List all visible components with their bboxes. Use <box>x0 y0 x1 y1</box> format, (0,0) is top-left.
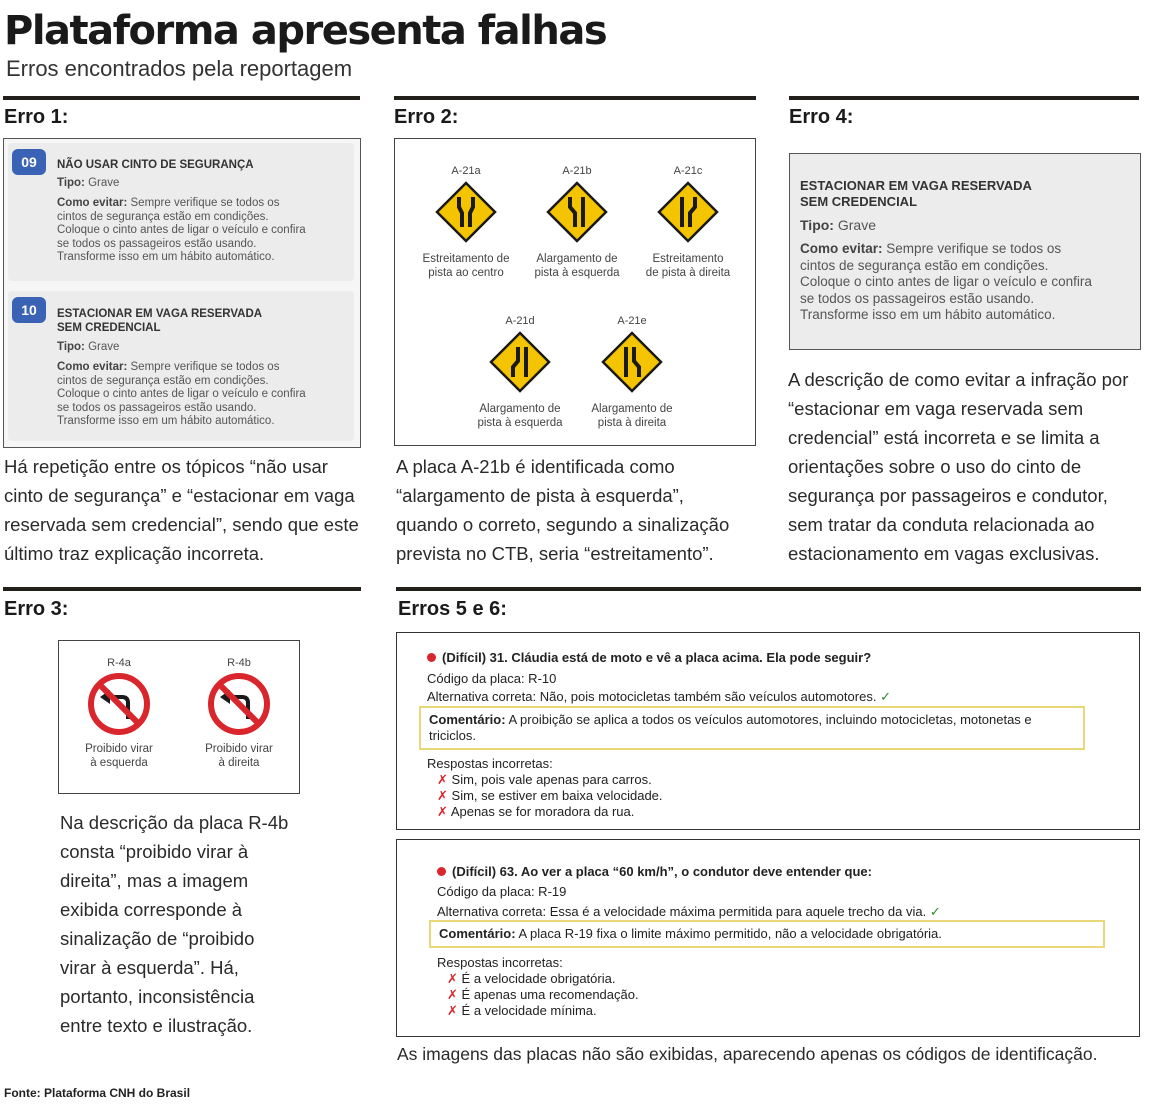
road-widening-right-icon <box>601 331 663 393</box>
card-tipo: Tipo: Grave <box>57 341 120 353</box>
infraction-card <box>8 291 354 441</box>
card-title: ESTACIONAR EM VAGA RESERVADA SEM CREDENCIAL <box>800 178 1032 209</box>
wrong-answer: ✗ Apenas se for moradora da rua. <box>437 804 635 819</box>
erro4-label: Erro 4: <box>789 106 854 128</box>
wrong-answer: ✗ Sim, pois vale apenas para carros. <box>437 772 652 787</box>
road-narrowing-right-icon <box>657 181 719 243</box>
wrong-answer: ✗ É a velocidade obrigatória. <box>447 971 616 986</box>
sign-a21c <box>633 165 743 280</box>
divider <box>394 96 756 100</box>
erro3-caption: Na descrição da placa R-4b consta “proibido virar à direita”, mas a imagem exibida corresponde à sinalização de “proibido virar à esquerda”. Há, portanto, inconsistência entre texto e ilustração. <box>60 812 289 1036</box>
sign-label: Estreitamento de pista à direita <box>645 253 731 279</box>
infraction-card <box>8 143 354 281</box>
sign-code: A-21c <box>673 165 703 177</box>
question-card-63 <box>396 839 1140 1037</box>
sign-code: A-21b <box>562 165 592 177</box>
road-widening-left-icon <box>489 331 551 393</box>
question-title: (Difícil) 31. Cláudia está de moto e vê a placa acima. Ela pode seguir? <box>427 650 871 665</box>
divider <box>789 96 1139 100</box>
sign-code: R-4a <box>107 657 131 669</box>
page-subtitle: Erros encontrados pela reportagem <box>6 56 353 81</box>
sign-label: Alargamento de pista à esquerda <box>534 253 620 279</box>
road-narrowing-left-icon <box>546 181 608 243</box>
divider <box>396 587 1141 591</box>
card-title: ESTACIONAR EM VAGA RESERVADA SEM CREDENCIAL <box>57 308 263 334</box>
sign-label: Estreitamento de pista ao centro <box>422 253 510 279</box>
wrong-answer: ✗ É apenas uma recomendação. <box>447 987 639 1002</box>
card-tipo: Tipo: Grave <box>800 217 876 233</box>
erro3-signs-panel <box>58 640 300 794</box>
erro3-label: Erro 3: <box>4 598 69 620</box>
sign-code: A-21e <box>617 315 647 327</box>
erros56-label: Erros 5 e 6: <box>398 598 507 620</box>
card-como-evitar: Como evitar: Sempre verifique se todos os cintos de segurança estão em condições. Coloque o cinto antes de ligar o veículo e confira se todos os passageiros estão usando. Transforme isso em um hábito automático. <box>800 241 1092 322</box>
sign-code: A-21d <box>505 315 535 327</box>
erro2-caption: A placa A-21b é identificada como “alargamento de pista à esquerda”, quando o correto, segundo a sinalização prevista no CTB, seria “estreitamento”. <box>396 456 730 564</box>
sign-r4a <box>59 657 179 770</box>
erro4-caption: A descrição de como evitar a infração por “estacionar em vaga reservada sem credencial” está incorreta e se limita a orientações sobre o uso do cinto de segurança por passageiros e condutor, sem tratar da conduta relacionada ao estacionamento em vagas exclusivas. <box>788 369 1129 564</box>
wrong-answers-label: Respostas incorretas: <box>427 756 553 771</box>
sign-label: Alargamento de pista à esquerda <box>477 403 563 429</box>
divider <box>3 587 361 591</box>
sign-r4b <box>179 657 299 770</box>
no-left-turn-icon <box>206 671 272 737</box>
sign-a21b <box>522 165 632 280</box>
erro1-caption: Há repetição entre os tópicos “não usar cinto de segurança” e “estacionar em vaga reservada sem credencial”, sendo que este último traz explicação incorreta. <box>4 456 359 564</box>
wrong-answers-label: Respostas incorretas: <box>437 955 563 970</box>
difficulty-dot-icon <box>437 867 446 876</box>
card-number: 09 <box>12 149 46 175</box>
question-title: (Difícil) 63. Ao ver a placa “60 km/h”, o condutor deve entender que: <box>437 864 872 879</box>
question-code: Código da placa: R-10 <box>427 671 557 686</box>
check-icon: ✓ <box>880 689 891 704</box>
source-credit: Fonte: Plataforma CNH do Brasil <box>4 1086 191 1100</box>
sign-code: A-21a <box>451 165 481 177</box>
no-left-turn-icon <box>86 671 152 737</box>
question-correct: Alternativa correta: Essa é a velocidade máxima permitida para aquele trecho da via. ✓ <box>437 904 941 919</box>
erro2-signs-panel <box>394 138 756 446</box>
question-card-31 <box>396 632 1140 830</box>
check-icon: ✓ <box>929 904 941 919</box>
divider <box>3 96 360 100</box>
sign-label: Proibido virar à direita <box>205 743 273 769</box>
sign-a21d <box>465 315 575 430</box>
card-tipo: Tipo: Grave <box>57 177 120 189</box>
question-comment: Comentário: A proibição se aplica a todos os veículos automotores, incluindo motocicletas, motonetas e triciclos. <box>419 706 1085 750</box>
cross-icon: ✗ <box>447 971 458 986</box>
sign-label: Proibido virar à esquerda <box>85 743 153 769</box>
page-title: Plataforma apresenta falhas <box>4 8 607 54</box>
road-narrowing-center-icon <box>435 181 497 243</box>
question-comment: Comentário: A placa R-19 fixa o limite máximo permitido, não a velocidade obrigatória. <box>429 920 1105 948</box>
erro2-label: Erro 2: <box>394 106 459 128</box>
card-como-evitar: Como evitar: Sempre verifique se todos os cintos de segurança estão em condições. Coloque o cinto antes de ligar o veículo e confira se todos os passageiros estão usando. Transforme isso em um hábito automático. <box>57 197 306 263</box>
cross-icon: ✗ <box>437 804 448 819</box>
card-number: 10 <box>12 297 46 323</box>
question-correct: Alternativa correta: Não, pois motocicletas também são veículos automotores. ✓ <box>427 689 891 704</box>
erro1-screenshot <box>3 138 361 448</box>
cross-icon: ✗ <box>437 788 448 803</box>
erro1-label: Erro 1: <box>4 106 69 128</box>
cross-icon: ✗ <box>447 987 458 1002</box>
cross-icon: ✗ <box>437 772 448 787</box>
card-title: NÃO USAR CINTO DE SEGURANÇA <box>57 159 254 171</box>
erro4-screenshot <box>789 153 1141 350</box>
card-como-evitar: Como evitar: Sempre verifique se todos os cintos de segurança estão em condições. Coloque o cinto antes de ligar o veículo e confira se todos os passageiros estão usando. Transforme isso em um hábito automático. <box>57 361 306 427</box>
erros56-caption: As imagens das placas não são exibidas, aparecendo apenas os códigos de identificação. <box>397 1044 1098 1064</box>
question-code: Código da placa: R-19 <box>437 884 567 899</box>
sign-a21a <box>411 165 521 280</box>
wrong-answer: ✗ Sim, se estiver em baixa velocidade. <box>437 788 663 803</box>
sign-label: Alargamento de pista à direita <box>591 403 673 429</box>
wrong-answer: ✗ É a velocidade mínima. <box>447 1003 597 1018</box>
sign-a21e <box>577 315 687 430</box>
difficulty-dot-icon <box>427 653 436 662</box>
sign-code: R-4b <box>227 657 251 669</box>
cross-icon: ✗ <box>447 1003 458 1018</box>
